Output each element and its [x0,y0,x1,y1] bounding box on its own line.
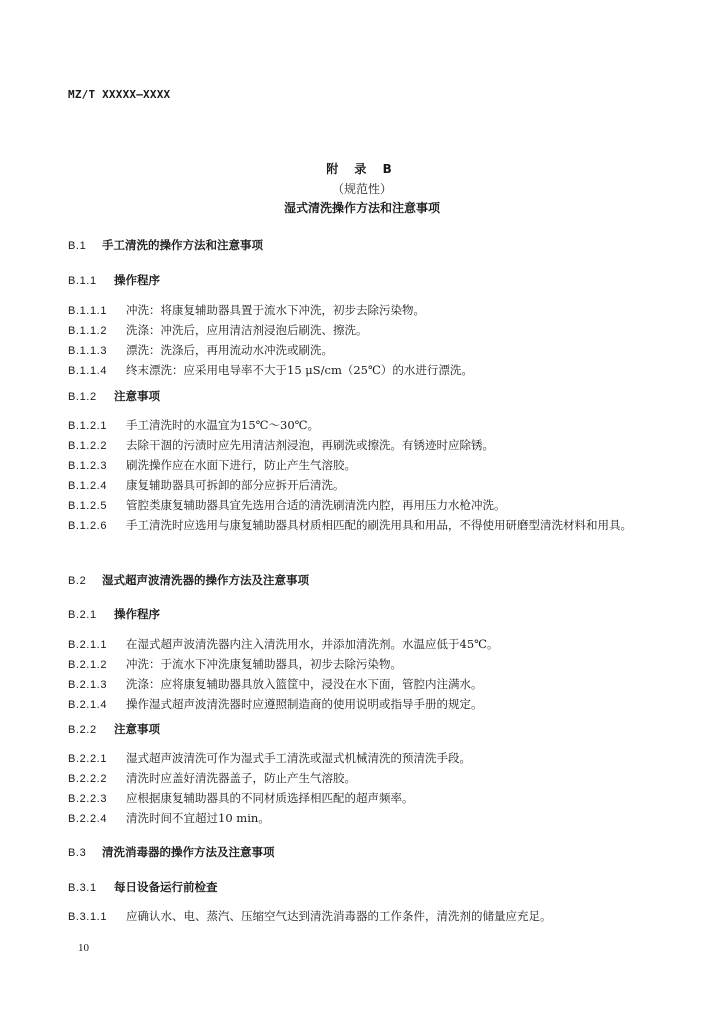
clause: B.1.2.2 去除干涸的污渍时应先用清洁剂浸泡，再刷洗或擦洗。有锈迹时应除锈。 [68,438,494,452]
clause: B.2.1.1 在湿式超声波清洗器内注入清洗用水，并添加清洗剂。水温应低于45℃。 [68,637,499,651]
document-code: MZ/T XXXXX—XXXX [68,88,171,101]
clause: B.1.1.3 漂洗：洗涤后，再用流动水冲洗或刷洗。 [68,343,333,357]
clause: B.1.2.5 管腔类康复辅助器具宜先选用合适的清洗刷清洗内腔，再用压力水枪冲洗。 [68,498,506,512]
clause: B.3.1.1 应确认水、电、蒸汽、压缩空气达到清洗消毒器的工作条件，清洗剂的储量应充足。 [68,909,552,923]
subsection-heading: B.3.1 每日设备运行前检查 [68,880,218,894]
clause: B.2.1.2 冲洗：于流水下冲洗康复辅助器具，初步去除污染物。 [68,657,402,671]
clause: B.1.2.4 康复辅助器具可拆卸的部分应拆开后清洗。 [68,478,345,492]
page-number: 10 [78,942,89,954]
clause: B.1.1.2 洗涤：冲洗后，应用清洁剂浸泡后刷洗、擦洗。 [68,323,368,337]
annex-nature: （规范性） [331,182,392,196]
clause: B.2.2.1 湿式超声波清洗可作为湿式手工清洗或湿式机械清洗的预清洗手段。 [68,751,471,765]
subsection-heading: B.1.2 注意事项 [68,389,160,403]
subsection-heading: B.2.1 操作程序 [68,607,160,621]
section-heading: B.2 湿式超声波清洗器的操作方法及注意事项 [68,573,309,587]
clause: B.2.1.3 洗涤：应将康复辅助器具放入篮筐中，浸没在水下面，管腔内注满水。 [68,677,483,691]
subsection-heading: B.2.2 注意事项 [68,722,160,736]
clause: B.1.1.4 终末漂洗：应采用电导率不大于15 μS/cm（25℃）的水进行漂洗。 [68,363,473,377]
clause: B.1.1.1 冲洗：将康复辅助器具置于流水下冲洗，初步去除污染物。 [68,303,425,317]
clause: B.1.2.3 刷洗操作应在水面下进行，防止产生气溶胶。 [68,458,356,472]
clause: B.2.2.2 清洗时应盖好清洗器盖子，防止产生气溶胶。 [68,771,356,785]
clause: B.1.2.6 手工清洗时应选用与康复辅助器具材质相匹配的刷洗用具和用品，不得使用研磨型清洗材料和用具。 [68,518,632,532]
clause: B.2.1.4 操作湿式超声波清洗器时应遵照制造商的使用说明或指导手册的规定。 [68,697,483,711]
section-heading: B.3 清洗消毒器的操作方法及注意事项 [68,845,275,859]
clause: B.2.2.4 清洗时间不宜超过10 min。 [68,811,270,825]
section-heading: B.1 手工清洗的操作方法和注意事项 [68,238,263,252]
annex-title: 附 录 B [326,162,398,176]
clause: B.2.2.3 应根据康复辅助器具的不同材质选择相匹配的超声频率。 [68,791,414,805]
annex-heading: 湿式清洗操作方法和注意事项 [283,201,440,215]
clause: B.1.2.1 手工清洗时的水温宜为15℃～30℃。 [68,418,319,432]
subsection-heading: B.1.1 操作程序 [68,273,160,287]
